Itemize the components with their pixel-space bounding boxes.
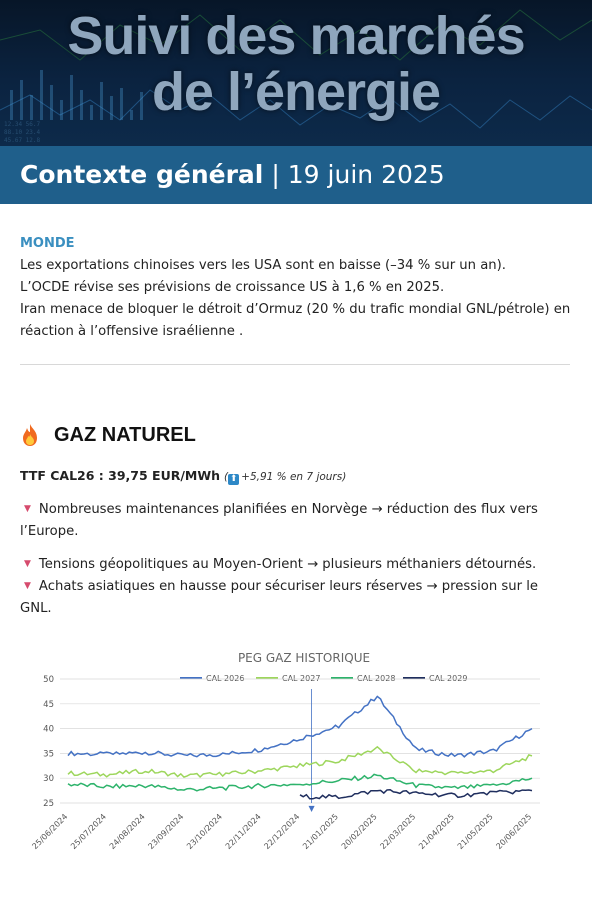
monde-line-3: Iran menace de bloquer le détroit d’Ormuz (20 % du trafic mondial GNL/pétrole) en xyxy=(20,302,571,317)
ttf-price-line xyxy=(20,468,346,485)
svg-text:12.34 56.7: 12.34 56.7 xyxy=(4,121,41,128)
x-tick-label-3: 23/09/2024 xyxy=(146,812,186,852)
triangle-down-icon: ▼ xyxy=(24,504,31,514)
monde-line-4: réaction à l’offensive israélienne . xyxy=(20,324,244,339)
gaz-bullet-3-text-b: GNL. xyxy=(20,601,52,616)
gaz-bullet-1 xyxy=(20,498,572,543)
svg-text:88.10 23.4: 88.10 23.4 xyxy=(4,129,41,136)
context-header-text xyxy=(20,160,445,189)
series-line-1 xyxy=(68,747,532,777)
x-tick-label-9: 22/03/2025 xyxy=(378,812,418,852)
series-line-2 xyxy=(68,774,532,790)
x-tick-label-7: 21/01/2025 xyxy=(301,812,341,852)
svg-text:45.67 12.8: 45.67 12.8 xyxy=(4,137,41,144)
ttf-change xyxy=(224,471,346,483)
gaz-bullet-3-text-a: Achats asiatiques en hausse pour sécuriser leurs réserves → pression sur le xyxy=(38,579,539,594)
peg-gas-chart xyxy=(20,645,572,885)
x-tick-label-10: 21/04/2025 xyxy=(417,812,457,852)
y-tick-label-2: 35 xyxy=(43,749,54,760)
section-title-monde: MONDE xyxy=(20,236,75,251)
legend-label-0: CAL 2026 xyxy=(206,674,245,683)
up-arrow-icon: ⬆ xyxy=(229,474,238,484)
x-tick-label-2: 24/08/2024 xyxy=(107,812,147,852)
banner-title-line-1: Suivi des marchés xyxy=(67,6,525,66)
y-tick-label-3: 40 xyxy=(43,724,54,735)
header-banner xyxy=(0,0,592,146)
context-date: 19 juin 2025 xyxy=(287,160,445,189)
x-tick-label-0: 25/06/2024 xyxy=(30,812,70,852)
section-monde xyxy=(20,236,572,343)
ttf-change-open-paren: ( xyxy=(224,471,229,483)
gaz-section-header xyxy=(20,422,196,448)
gaz-section-title: GAZ NATUREL xyxy=(54,423,196,446)
context-header-bar xyxy=(0,146,592,204)
gaz-bullet-3 xyxy=(20,575,572,620)
gaz-bullet-1-text-a: Nombreuses maintenances planifiées en Norvège → réduction des flux vers xyxy=(38,502,538,517)
monde-line-1: Les exportations chinoises vers les USA sont en baisse (–34 % sur un an). xyxy=(20,258,506,273)
x-tick-label-12: 20/06/2025 xyxy=(494,812,534,852)
y-tick-label-1: 30 xyxy=(43,774,54,785)
header-separator: | xyxy=(271,160,280,189)
legend-label-2: CAL 2028 xyxy=(357,674,396,683)
series-line-3 xyxy=(300,790,532,799)
x-tick-label-4: 23/10/2024 xyxy=(185,812,225,852)
series-line-0 xyxy=(68,696,532,756)
banner-title-line-2: de l’énergie xyxy=(151,62,441,122)
gaz-bullet-2-text: Tensions géopolitiques au Moyen-Orient → plusieurs méthaniers détournés. xyxy=(38,557,537,572)
section-divider xyxy=(20,364,570,365)
event-marker-arrow: ▼ xyxy=(308,804,315,813)
triangle-down-icon: ▼ xyxy=(24,581,31,591)
fire-icon xyxy=(20,423,40,447)
x-tick-label-11: 21/05/2025 xyxy=(455,812,495,852)
y-tick-label-0: 25 xyxy=(43,799,54,809)
triangle-down-icon: ▼ xyxy=(24,559,31,569)
ttf-price: TTF CAL26 : 39,75 EUR/MWh xyxy=(20,468,221,483)
x-tick-label-8: 20/02/2025 xyxy=(339,812,379,852)
ttf-change-text: +5,91 % en 7 jours) xyxy=(241,471,347,483)
monde-line-2: L’OCDE révise ses prévisions de croissance US à 1,6 % en 2025. xyxy=(20,280,445,295)
y-tick-label-5: 50 xyxy=(43,675,54,685)
x-tick-label-6: 22/12/2024 xyxy=(262,812,302,852)
gaz-bullet-2 xyxy=(20,553,572,576)
context-label: Contexte général xyxy=(20,160,264,189)
y-tick-label-4: 45 xyxy=(43,699,54,710)
legend-label-1: CAL 2027 xyxy=(282,674,321,683)
x-tick-label-1: 25/07/2024 xyxy=(69,812,109,852)
x-tick-label-5: 22/11/2024 xyxy=(223,812,263,852)
gaz-bullet-1-text-b: l’Europe. xyxy=(20,524,79,539)
chart-title: PEG GAZ HISTORIQUE xyxy=(237,651,371,665)
legend-label-3: CAL 2029 xyxy=(429,674,468,683)
